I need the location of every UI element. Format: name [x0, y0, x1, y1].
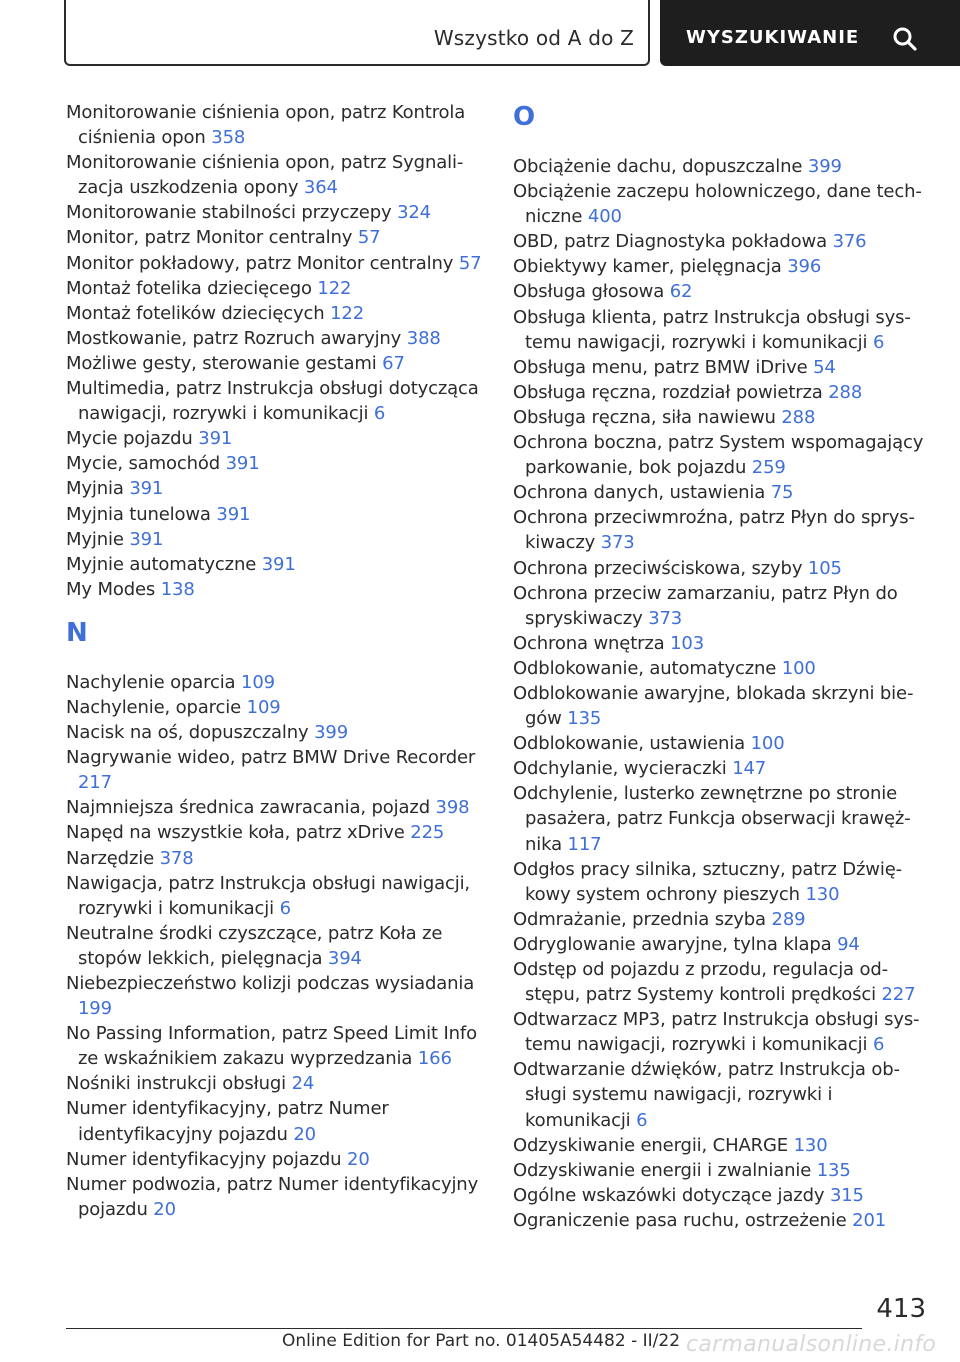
index-entry [66, 502, 482, 527]
page-link[interactable]: 288 [828, 381, 863, 403]
page-link[interactable]: 289 [771, 908, 806, 930]
page-link[interactable]: 54 [813, 356, 836, 378]
page-link[interactable]: 67 [382, 352, 405, 374]
index-entry-text: Ochrona przeciwściskowa, szyby [513, 557, 803, 579]
index-entry-text: Obsługa głosowa [513, 281, 665, 303]
page-link[interactable]: 130 [805, 883, 840, 905]
page-link[interactable]: 373 [600, 532, 635, 554]
index-entry-text: Odgłos pracy silnika, sztuczny, patrz Dźwiękowy system ochrony pieszych [513, 858, 903, 905]
index-entry-text: Obsługa menu, patrz BMW iDrive [513, 356, 808, 378]
index-entry-text: Ochrona boczna, patrz System wspomagający parkowanie, bok pojazdu [513, 432, 924, 479]
index-entry [513, 907, 929, 932]
index-entry-text: OBD, patrz Diagnostyka pokładowa [513, 231, 827, 253]
header-tabs [64, 0, 960, 66]
index-entry-text: Ogólne wskazówki dotyczące jazdy [513, 1184, 825, 1206]
index-entry [66, 971, 482, 1021]
page-link[interactable]: 122 [330, 302, 365, 324]
page-link[interactable]: 6 [279, 897, 291, 919]
page-link[interactable]: 20 [293, 1123, 316, 1145]
index-list-m [66, 100, 482, 602]
index-entry-text: Multimedia, patrz Instrukcja obsługi dotycząca nawigacji, rozrywki i komunikacji [66, 378, 479, 425]
page-link[interactable]: 396 [787, 256, 822, 278]
watermark: carmanualsonline.info [686, 1332, 937, 1357]
index-entry-text: Odblokowanie, automatyczne [513, 657, 777, 679]
index-entry [513, 405, 929, 430]
index-entry [513, 1183, 929, 1208]
index-entry-text: Odzyskiwanie energii i zwalnianie [513, 1159, 812, 1181]
page-link[interactable]: 324 [397, 202, 431, 224]
page-link[interactable]: 6 [373, 403, 386, 425]
index-entry-text: Obsługa klienta, patrz Instrukcja obsługi systemu nawigacji, rozrywki i komunikacji [513, 306, 911, 353]
page-link[interactable]: 6 [872, 1034, 885, 1056]
page-link[interactable]: 57 [458, 252, 482, 274]
index-entry-text: Myjnia [66, 478, 124, 500]
index-entry [513, 1208, 929, 1233]
index-entry-text: Montaż fotelika dziecięcego [66, 277, 312, 299]
page-link[interactable]: 259 [751, 457, 786, 479]
index-entry [513, 380, 929, 405]
page-link[interactable]: 130 [793, 1134, 828, 1156]
index-entry [66, 921, 482, 971]
index-entry-text: Odmrażanie, przednia szyba [513, 908, 766, 930]
index-entry [66, 1096, 482, 1146]
index-entry [66, 1147, 482, 1172]
index-entry [513, 781, 929, 856]
index-entry-text: Odchylenie, lusterko zewnętrzne po stronie pasażera, patrz Funkcja obserwacji krawężnika [513, 783, 911, 855]
page-link[interactable]: 391 [198, 428, 233, 450]
page-link[interactable]: 391 [261, 553, 296, 575]
page-link[interactable]: 94 [837, 933, 860, 955]
index-entry-text: Odblokowanie, ustawienia [513, 733, 746, 755]
index-entry-text: Obsługa ręczna, rozdział powietrza [513, 381, 823, 403]
page-link[interactable]: 399 [807, 156, 842, 177]
edition-note: Online Edition for Part no. 01405A54482 - II/22 [282, 1331, 681, 1351]
page-link[interactable]: 6 [872, 331, 885, 353]
index-entry [513, 756, 929, 781]
page-link[interactable]: 373 [648, 607, 683, 629]
index-entry-text: Ograniczenie pasa ruchu, ostrzeżenie [513, 1209, 847, 1231]
index-entry [513, 1158, 929, 1183]
index-entry [66, 276, 482, 301]
index-entry-text: Numer podwozia, patrz Numer identyfikacyjny pojazdu [66, 1173, 479, 1220]
index-entry-text: Odchylanie, wycieraczki [513, 758, 727, 780]
index-entry-text: Obciążenie zaczepu holowniczego, dane techniczne [513, 181, 922, 228]
index-entry [66, 426, 482, 451]
search-icon [892, 26, 918, 52]
index-entry [513, 179, 929, 229]
index-entry [66, 871, 482, 921]
index-entry-text: Nachylenie, oparcie [66, 696, 242, 718]
index-entry-text: Odblokowanie awaryjne, blokada skrzyni biegów [513, 682, 914, 730]
index-entry-text: Myjnia tunelowa [66, 503, 211, 525]
index-entry [513, 505, 929, 555]
index-list-o [513, 154, 929, 1233]
index-entry [66, 326, 482, 351]
index-entry [66, 846, 482, 871]
page-link[interactable]: 135 [816, 1159, 851, 1181]
index-letter-n: N [66, 617, 88, 648]
index-entry-text: Odtwarzanie dźwięków, patrz Instrukcja obsługi systemu nawigacji, rozrywki i komunikacji [513, 1059, 901, 1131]
index-entry [66, 376, 482, 426]
index-entry-text: Możliwe gesty, sterowanie gestami [66, 352, 377, 374]
index-entry [66, 670, 482, 695]
index-entry-text: Monitor, patrz Monitor centralny [66, 227, 353, 249]
page-link[interactable]: 166 [417, 1048, 452, 1070]
page-link[interactable]: 122 [317, 277, 352, 299]
index-entry-text: Mycie, samochód [66, 453, 221, 475]
index-entry-text: Nośniki instrukcji obsługi [66, 1073, 286, 1095]
index-entry [66, 745, 482, 795]
index-entry-text: Odtwarzacz MP3, patrz Instrukcja obsługi systemu nawigacji, rozrywki i komunikacji [513, 1009, 920, 1056]
page-link[interactable]: 62 [669, 281, 693, 303]
index-entry-text: My Modes [66, 578, 156, 600]
index-entry [66, 225, 482, 250]
index-entry-text: Nawigacja, patrz Instrukcja obsługi nawigacji, rozrywki i komunikacji [66, 872, 470, 919]
index-entry [66, 476, 482, 501]
page-link[interactable]: 100 [781, 657, 816, 679]
page-link[interactable]: 376 [832, 231, 867, 253]
page-link[interactable]: 20 [153, 1198, 176, 1220]
index-entry [513, 1057, 929, 1132]
index-entry [66, 301, 482, 326]
index-entry [513, 1007, 929, 1057]
index-entry [66, 351, 482, 376]
index-entry-text: Napęd na wszystkie koła, patrz xDrive [66, 822, 405, 844]
index-entry [513, 1133, 929, 1158]
index-entry [513, 731, 929, 756]
index-entry-text: Ochrona danych, ustawienia [513, 482, 766, 504]
index-entry [66, 1071, 482, 1096]
page-link[interactable]: 399 [314, 722, 349, 744]
index-entry [66, 251, 482, 276]
index-entry [513, 681, 929, 731]
index-entry-text: Najmniejsza średnica zawracania, pojazd [66, 797, 430, 819]
page-link[interactable]: 388 [406, 327, 441, 349]
page-link[interactable]: 201 [852, 1209, 887, 1231]
index-entry [66, 795, 482, 820]
index-entry [513, 279, 929, 304]
footer-divider [66, 1328, 862, 1329]
page-link[interactable]: 135 [567, 708, 602, 730]
index-entry-text: Ochrona przeciwmroźna, patrz Płyn do spryskiwaczy [513, 507, 915, 554]
index-entry [513, 581, 929, 631]
page-link[interactable]: 225 [410, 822, 445, 844]
index-entry-text: Niebezpieczeństwo kolizji podczas wysiadania [66, 973, 475, 994]
index-entry-text: Obciążenie dachu, dopuszczalne [513, 156, 803, 177]
index-entry [513, 932, 929, 957]
index-entry-text: No Passing Information, patrz Speed Limit Info ze wskaźnikiem zakazu wyprzedzania [66, 1023, 477, 1070]
page-link[interactable]: 199 [78, 998, 112, 1020]
page-link[interactable]: 358 [211, 127, 246, 149]
index-entry-text: Ochrona wnętrza [513, 632, 665, 654]
index-entry-text: Nacisk na oś, dopuszczalny [66, 722, 309, 744]
index-entry [513, 857, 929, 907]
index-entry [513, 957, 929, 1007]
page-link[interactable]: 391 [216, 503, 251, 525]
index-entry [513, 154, 929, 179]
index-entry [513, 631, 929, 656]
index-entry-text: Neutralne środki czyszczące, patrz Koła ze stopów lekkich, pielęgnacja [66, 922, 443, 969]
index-entry-text: Odstęp od pojazdu z przodu, regulacja odstępu, patrz Systemy kontroli prędkości [513, 959, 889, 1006]
index-entry-text: Numer identyfikacyjny pojazdu [66, 1148, 342, 1170]
page-link[interactable]: 378 [159, 847, 194, 869]
index-list-n [66, 670, 482, 1222]
index-entry-text: Odzyskiwanie energii, CHARGE [513, 1134, 789, 1156]
index-entry [513, 656, 929, 681]
index-entry-text: Myjnie automatyczne [66, 553, 257, 575]
index-column-left [66, 100, 482, 1222]
index-entry [66, 577, 482, 602]
page-number: 413 [876, 1294, 926, 1324]
index-column-right [513, 100, 929, 1233]
index-entry-text: Mostkowanie, patrz Rozruch awaryjny [66, 327, 402, 349]
index-entry [66, 451, 482, 476]
index-entry-text: Numer identyfikacyjny, patrz Numer identyfikacyjny pojazdu [66, 1098, 389, 1145]
index-entry [513, 355, 929, 380]
page-link[interactable]: 109 [246, 696, 281, 718]
index-entry-text: Nachylenie oparcia [66, 671, 236, 693]
index-entry-text: Monitorowanie ciśnienia opon, patrz Kontrola ciśnienia opon [66, 102, 466, 149]
page-link[interactable]: 391 [129, 528, 164, 550]
page-link[interactable]: 57 [357, 227, 381, 249]
index-entry-text: Narzędzie [66, 847, 155, 869]
index-entry [66, 200, 482, 225]
index-entry-text: Obiektywy kamer, pielęgnacja [513, 256, 782, 278]
search-tab[interactable] [660, 0, 960, 66]
index-entry-text: Montaż fotelików dziecięcych [66, 302, 325, 324]
section-title: Wszystko od A do Z [433, 26, 634, 50]
index-entry [513, 430, 929, 480]
page-link[interactable]: 105 [807, 557, 842, 579]
page-link[interactable]: 100 [750, 733, 785, 755]
section-tab[interactable] [64, 0, 650, 66]
page-link[interactable]: 391 [129, 478, 164, 500]
page-link[interactable]: 109 [241, 671, 275, 693]
index-entry-text: Monitor pokładowy, patrz Monitor centralny [66, 252, 454, 274]
index-entry [66, 1021, 482, 1071]
index-entry [66, 150, 482, 200]
page-link[interactable]: 20 [347, 1148, 370, 1170]
page-link[interactable]: 24 [291, 1073, 315, 1095]
index-entry [66, 552, 482, 577]
page-link[interactable]: 138 [160, 578, 195, 600]
page-link[interactable]: 391 [225, 453, 260, 475]
page-link[interactable]: 6 [636, 1109, 648, 1131]
index-entry-text: Monitorowanie ciśnienia opon, patrz Sygnalizacja uszkodzenia opony [66, 152, 464, 199]
index-entry-text: Mycie pojazdu [66, 428, 193, 450]
index-entry-text: Odryglowanie awaryjne, tylna klapa [513, 933, 832, 955]
page-link[interactable]: 227 [881, 984, 916, 1006]
index-entry [66, 720, 482, 745]
index-entry [513, 480, 929, 505]
index-entry-text: Nagrywanie wideo, patrz BMW Drive Recorder [66, 747, 476, 769]
index-entry-text: Myjnie [66, 528, 124, 550]
index-entry [66, 695, 482, 720]
page-link[interactable]: 288 [781, 406, 816, 428]
page-link[interactable]: 394 [327, 947, 362, 969]
page-link[interactable]: 147 [732, 758, 767, 780]
page-link[interactable]: 400 [587, 206, 622, 228]
index-entry-text: Monitorowanie stabilności przyczepy [66, 202, 392, 224]
index-entry [513, 229, 929, 254]
index-letter-o: O [513, 102, 536, 132]
index-entry [66, 100, 482, 150]
index-entry [513, 556, 929, 581]
index-entry-text: Obsługa ręczna, siła nawiewu [513, 406, 776, 428]
page-link[interactable]: 398 [435, 797, 470, 819]
index-entry [66, 820, 482, 845]
search-label: WYSZUKIWANIE [686, 27, 860, 48]
page-link[interactable]: 217 [78, 772, 112, 794]
page-link[interactable]: 103 [670, 632, 705, 654]
page-link[interactable]: 75 [770, 482, 794, 504]
index-entry [513, 305, 929, 355]
page-link[interactable]: 117 [567, 833, 602, 855]
index-entry [513, 254, 929, 279]
index-entry [66, 1172, 482, 1222]
index-entry [66, 527, 482, 552]
page-link[interactable]: 364 [303, 177, 338, 199]
index-entry-text: Ochrona przeciw zamarzaniu, patrz Płyn do spryskiwaczy [513, 582, 898, 629]
page-link[interactable]: 315 [829, 1184, 864, 1206]
